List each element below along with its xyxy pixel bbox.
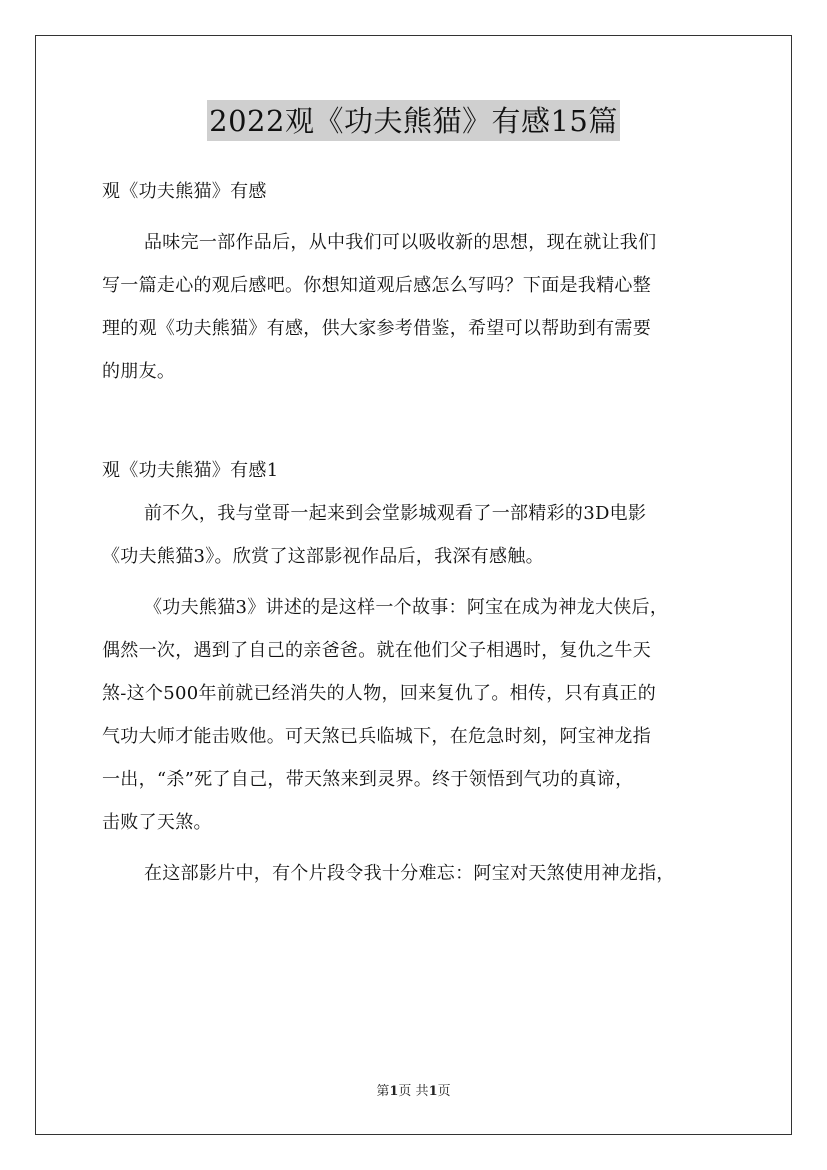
text-line: 的朋友。 — [102, 361, 176, 382]
footer-suffix: 页 — [437, 1084, 451, 1099]
title-container — [0, 100, 827, 141]
text-line: 一出，“杀”死了自己，带天煞来到灵界。终于领悟到气功的真谛， — [102, 769, 634, 790]
text-line: 前不久，我与堂哥一起来到会堂影城观看了一部精彩的3D电影 — [144, 503, 647, 524]
text-line: 煞-这个500年前就已经消失的人物，回来复仇了。相传，只有真正的 — [102, 683, 657, 704]
footer-mid: 页 共 — [398, 1084, 429, 1099]
text-line: 在这部影片中，有个片段令我十分难忘：阿宝对天煞使用神龙指， — [144, 863, 675, 884]
intro-paragraph — [102, 221, 726, 393]
text-line: 《功夫熊猫3》讲述的是这样一个故事：阿宝在成为神龙大侠后， — [144, 597, 669, 618]
paragraph — [102, 492, 726, 578]
text-line: 击败了天煞。 — [102, 812, 212, 833]
text-line: 《功夫熊猫3》。欣赏了这部影视作品后，我深有感触。 — [102, 546, 544, 567]
text-line: 品味完一部作品后，从中我们可以吸收新的思想，现在就让我们 — [144, 232, 657, 253]
document-body — [102, 170, 726, 895]
text-line: 理的观《功夫熊猫》有感，供大家参考借鉴，希望可以帮助到有需要 — [102, 318, 651, 339]
section-heading: 观《功夫熊猫》有感1 — [102, 460, 279, 481]
text-line: 偶然一次，遇到了自己的亲爸爸。就在他们父子相遇时，复仇之牛天 — [102, 640, 651, 661]
text-line: 写一篇走心的观后感吧。你想知道观后感怎么写吗？下面是我精心整 — [102, 275, 651, 296]
document-title: 2022观《功夫熊猫》有感15篇 — [207, 100, 620, 141]
footer-prefix: 第 — [376, 1084, 390, 1099]
total-pages-number: 1 — [428, 1084, 438, 1099]
text-line: 气功大师才能击败他。可天煞已兵临城下，在危急时刻，阿宝神龙指 — [102, 726, 651, 747]
current-page-number: 1 — [389, 1084, 399, 1099]
intro-heading: 观《功夫熊猫》有感 — [102, 181, 267, 202]
page-footer — [0, 1082, 827, 1102]
paragraph — [102, 852, 726, 895]
paragraph — [102, 586, 726, 844]
